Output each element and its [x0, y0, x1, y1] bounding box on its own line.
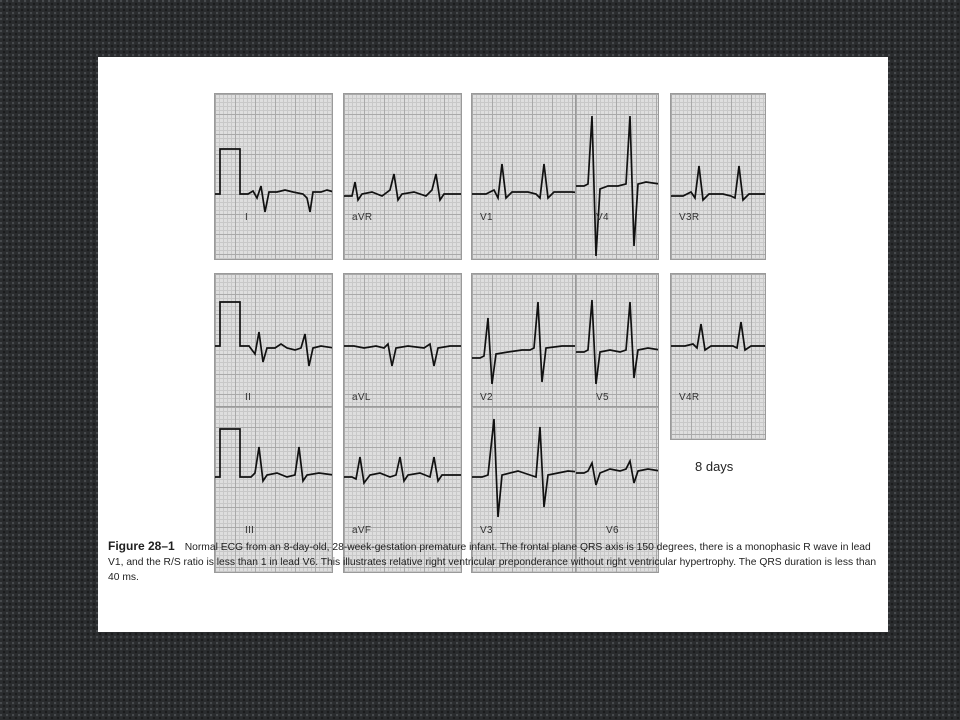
- lead-label: V4: [596, 212, 609, 223]
- lead-label: I: [245, 212, 249, 223]
- lead-label: V2: [480, 392, 493, 403]
- ecg-lead-panel: [343, 93, 462, 260]
- lead-label: II: [245, 392, 252, 403]
- lead-label: V1: [480, 212, 493, 223]
- ecg-lead-panel: [214, 93, 333, 260]
- figure-number: Figure 28–1: [108, 539, 175, 553]
- ecg-lead-panel: [670, 93, 766, 260]
- caption-text: Normal ECG from an 8-day-old, 28-week-gestation premature infant. The frontal plane QRS axis is 150 degrees, there is a monophasic R wave in lead V1, and the R/S ratio is less than 1 in lead V6. This illustrates relative right ventricular preponderance without right ventricular hypertrophy. The QRS duration is less than 40 ms.: [108, 542, 877, 583]
- ecg-lead-panel: [575, 93, 659, 260]
- slide-card: [98, 57, 888, 632]
- lead-label: aVR: [352, 212, 373, 223]
- figure-caption: [108, 539, 878, 585]
- lead-label: V3R: [679, 212, 700, 223]
- lead-label: V4R: [679, 392, 700, 403]
- lead-label: aVL: [352, 392, 371, 403]
- lead-label: V5: [596, 392, 609, 403]
- lead-label: V3: [480, 525, 493, 536]
- lead-label: V6: [606, 525, 619, 536]
- ecg-lead-panel: [670, 273, 766, 440]
- ecg-lead-panel: [471, 93, 590, 260]
- lead-label: III: [245, 525, 255, 536]
- lead-label: aVF: [352, 525, 372, 536]
- age-annotation: 8 days: [695, 459, 734, 474]
